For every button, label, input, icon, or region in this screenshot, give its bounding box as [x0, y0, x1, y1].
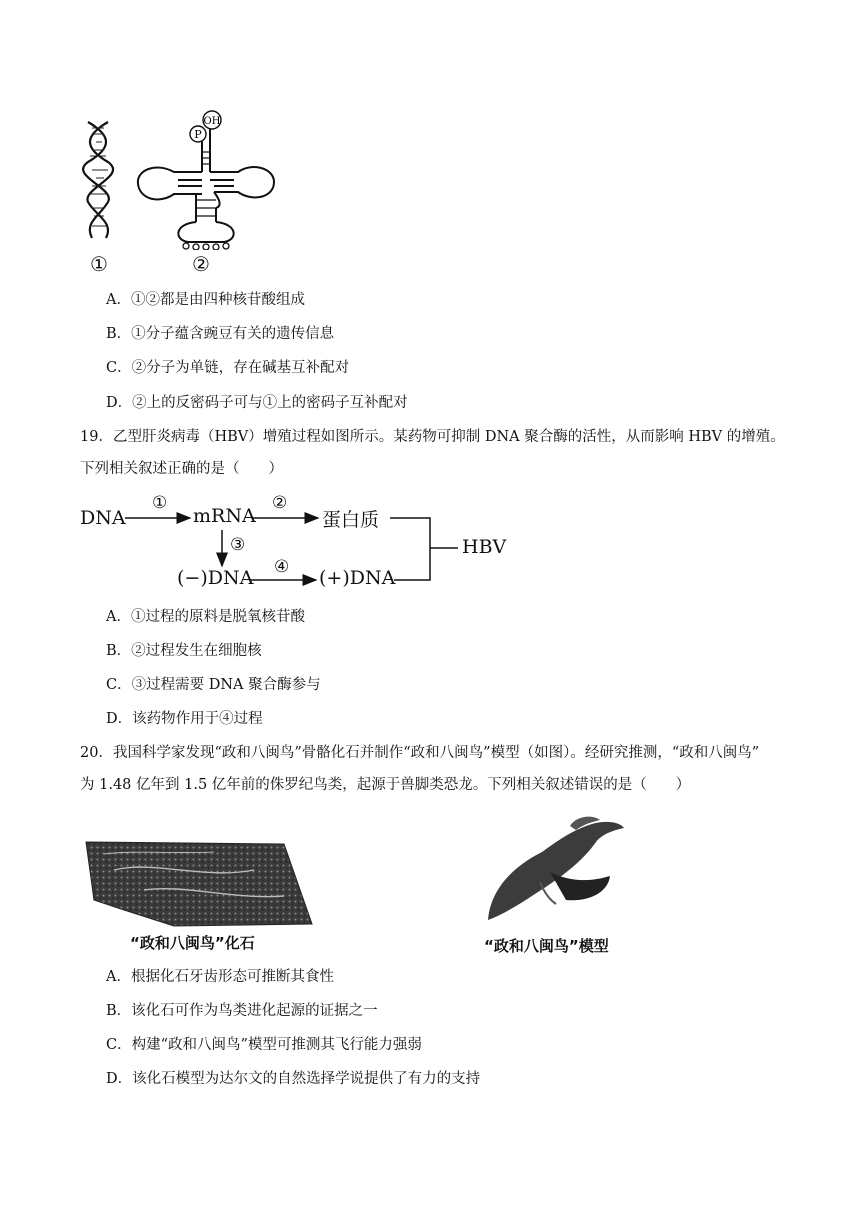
q18-option-c: C．②分子为单链，存在碱基互补配对: [106, 360, 350, 376]
figure-label-1: ①: [90, 252, 108, 276]
q19-option-a: A．①过程的原料是脱氧核苷酸: [106, 609, 305, 625]
q18-option-b: B．①分子蕴含豌豆有关的遗传信息: [106, 326, 335, 342]
dna-double-helix-figure: [78, 118, 126, 242]
trna-p-label: P: [194, 128, 202, 141]
q20-option-c: C．构建“政和八闽鸟”模型可推测其飞行能力强弱: [106, 1037, 422, 1053]
flow-dna: DNA: [80, 507, 126, 529]
q19-option-d: D．该药物作用于④过程: [106, 711, 263, 727]
q19-stem-line1: 19．乙型肝炎病毒（HBV）增殖过程如图所示。某药物可抑制 DNA 聚合酶的活性，从而影响 HBV 的增殖。: [80, 429, 785, 445]
q20-stem-line2: 为 1.48 亿年到 1.5 亿年前的侏罗纪鸟类，起源于兽脚类恐龙。下列相关叙述错误的是（ ）: [80, 777, 691, 793]
flow-mrna: mRNA: [193, 505, 256, 527]
figure-label-2: ②: [192, 252, 210, 276]
flow-neg-dna: (−)DNA: [177, 567, 254, 589]
flow-hbv: HBV: [462, 536, 507, 558]
flow-step-1: ①: [152, 493, 168, 513]
fossil-image: [84, 840, 316, 930]
q19-stem-line2: 下列相关叙述正确的是（ ）: [80, 461, 283, 477]
flow-protein: 蛋白质: [322, 509, 380, 531]
flow-step-3: ③: [230, 535, 246, 555]
q19-option-b: B．②过程发生在细胞核: [106, 643, 262, 659]
q20-option-b: B．该化石可作为鸟类进化起源的证据之一: [106, 1003, 378, 1019]
flow-step-4: ④: [274, 557, 290, 577]
q20-option-d: D．该化石模型为达尔文的自然选择学说提供了有力的支持: [106, 1071, 481, 1087]
q18-option-d: D．②上的反密码子可与①上的密码子互补配对: [106, 395, 408, 411]
q18-option-a: A．①②都是由四种核苷酸组成: [106, 292, 305, 308]
fossil-caption: “政和八闽鸟”化石: [130, 934, 255, 952]
trna-cloverleaf-figure: [134, 108, 280, 250]
q19-option-c: C．③过程需要 DNA 聚合酶参与: [106, 677, 321, 693]
flow-step-2: ②: [272, 493, 288, 513]
trna-oh-label: OH: [203, 116, 221, 127]
bird-model-image: [480, 812, 626, 924]
q20-option-a: A．根据化石牙齿形态可推断其食性: [106, 969, 334, 985]
q20-stem-line1: 20．我国科学家发现“政和八闽鸟”骨骼化石并制作“政和八闽鸟”模型（如图）。经研究推测，“政和八闽鸟”: [80, 745, 760, 761]
model-caption: “政和八闽鸟”模型: [484, 937, 609, 955]
flow-pos-dna: (+)DNA: [319, 567, 396, 589]
